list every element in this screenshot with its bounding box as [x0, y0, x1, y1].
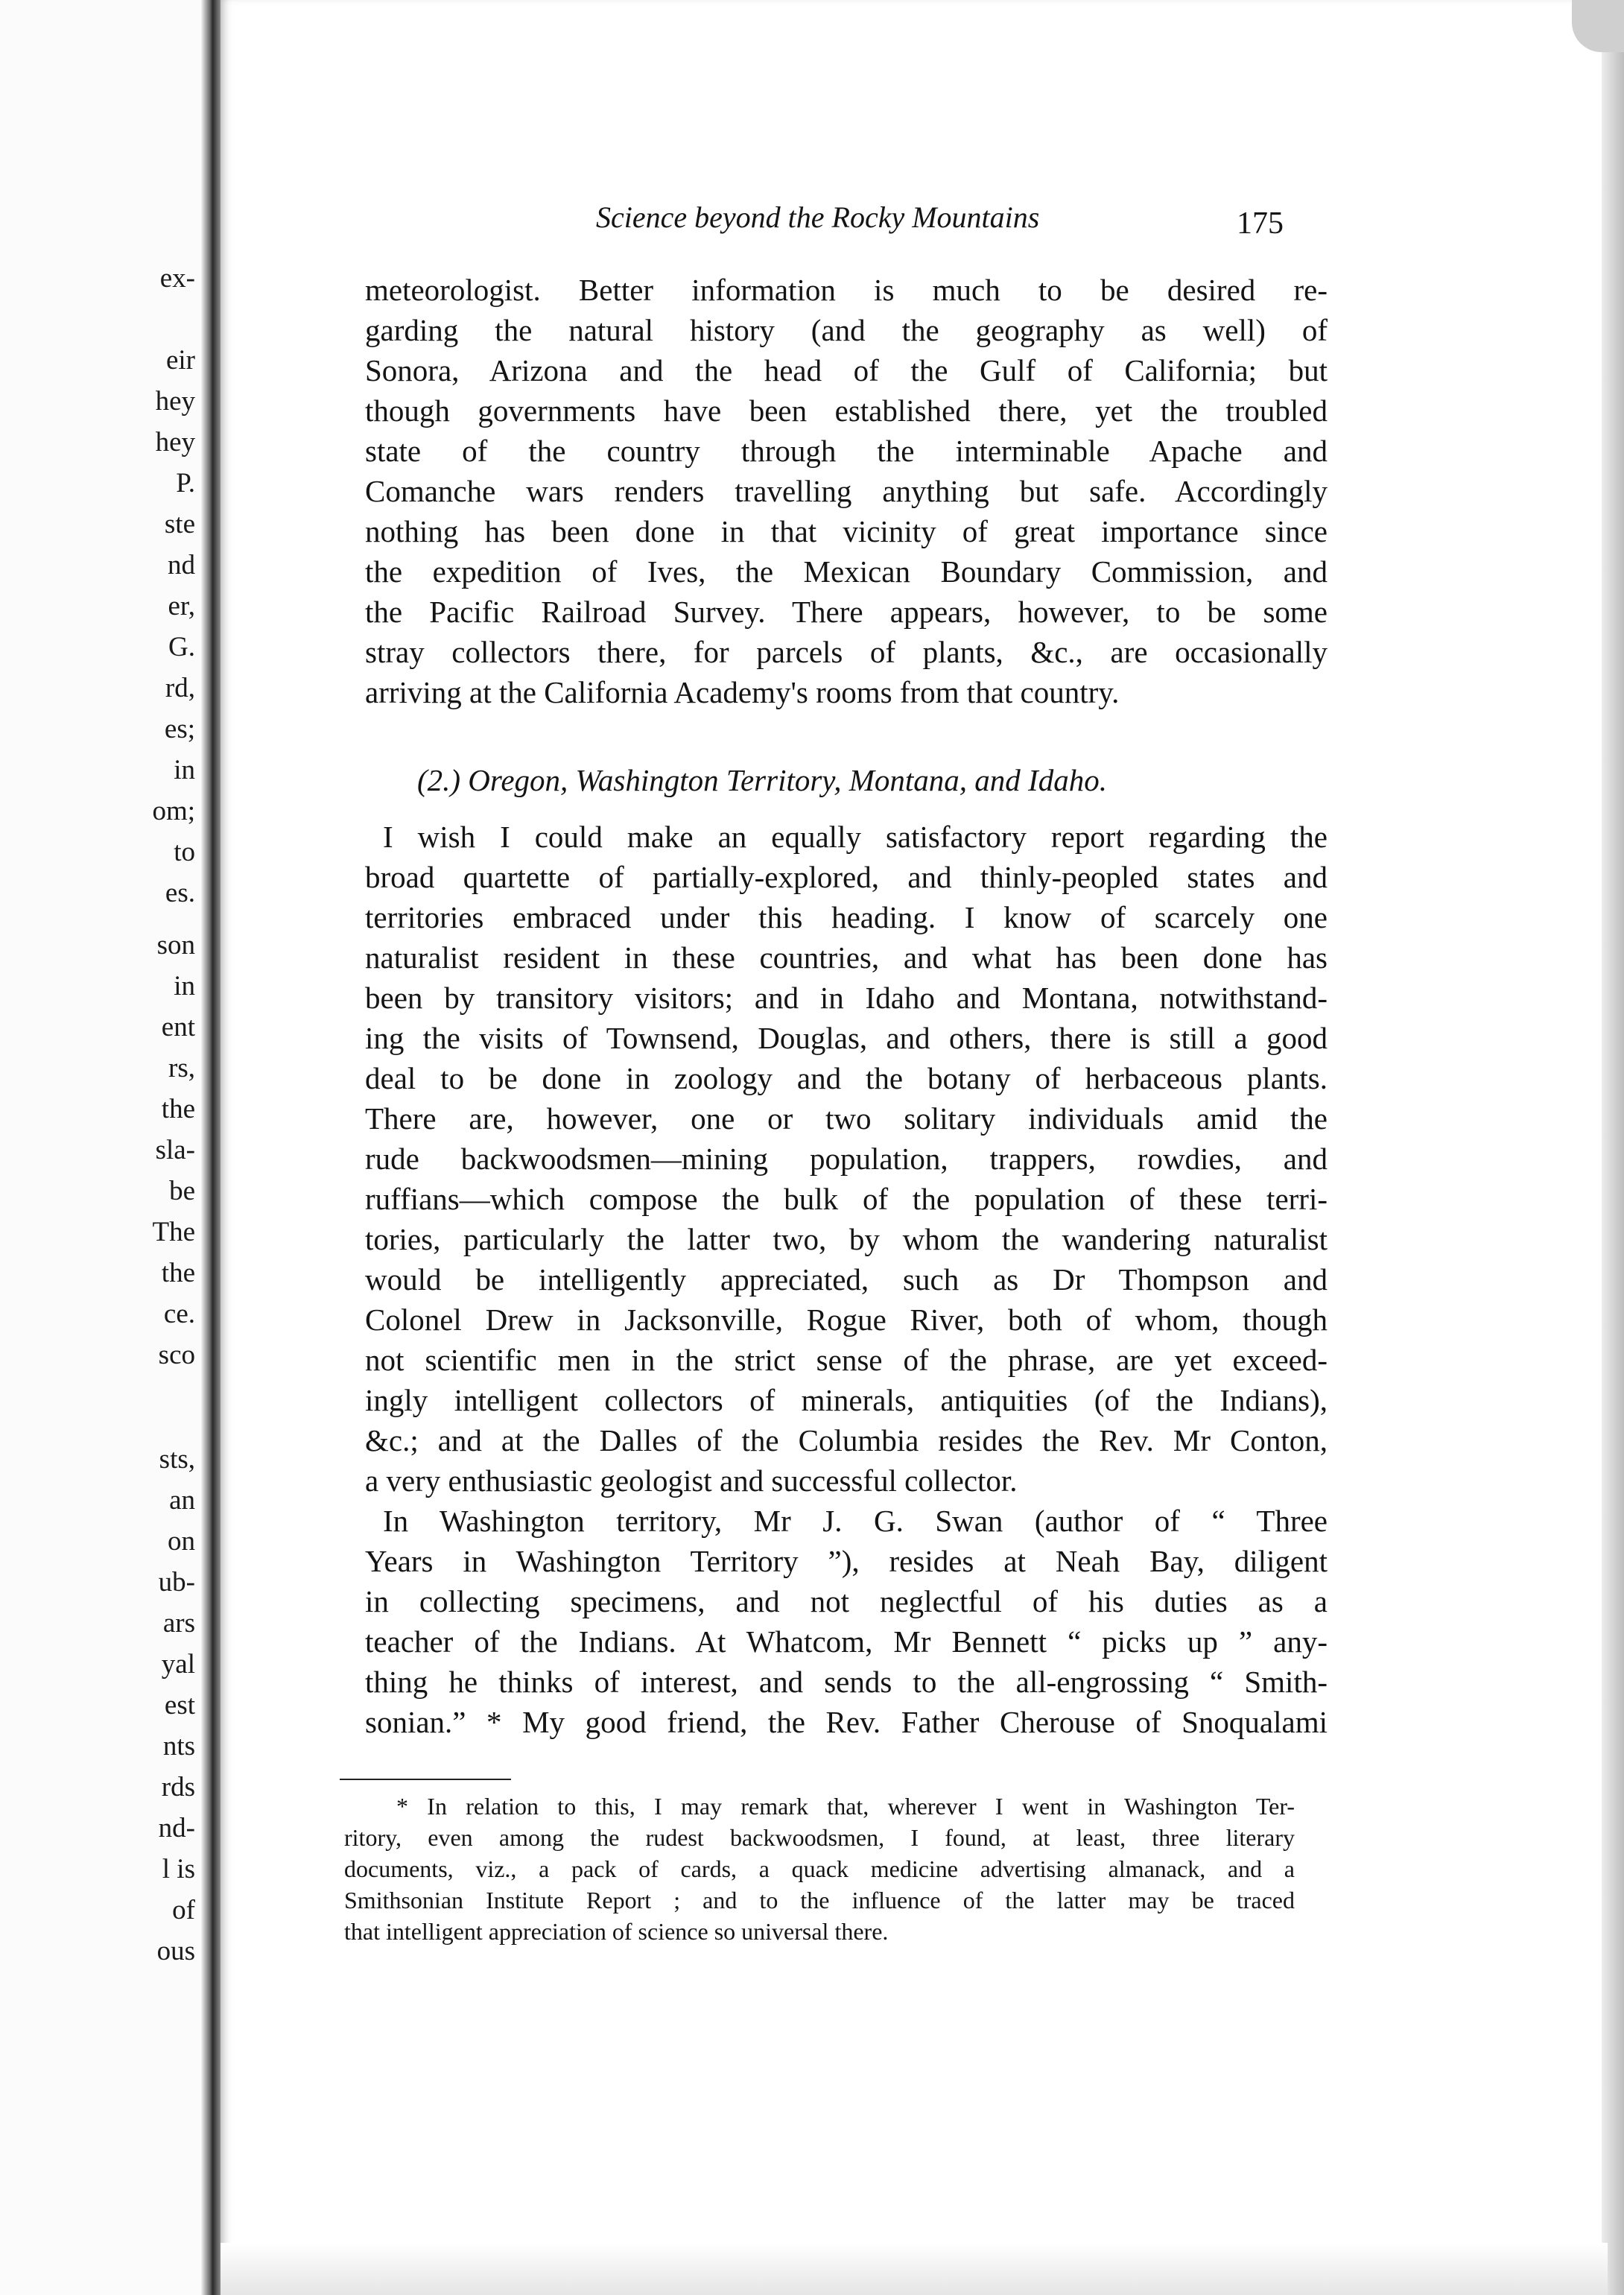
body-line: teacher of the Indians. At Whatcom, Mr Bennett “ picks up ” any- [365, 1624, 1328, 1659]
body-line: garding the natural history (and the geography as well) of [365, 313, 1328, 347]
body-line: Sonora, Arizona and the head of the Gulf of California; but [365, 353, 1328, 387]
facing-page-fragment: nts [162, 1731, 195, 1761]
running-head: Science beyond the Rocky Mountains [596, 200, 1040, 234]
section-heading: (2.) Oregon, Washington Territory, Montana, and Idaho. [417, 763, 1107, 797]
footnote-line: that intelligent appreciation of science so universal there. [344, 1918, 889, 1945]
body-line: deal to be done in zoology and the botany of herbaceous plants. [365, 1061, 1328, 1095]
facing-page-fragment: hey [155, 427, 195, 458]
facing-page-fragment: er, [168, 591, 195, 621]
body-line: ing the visits of Townsend, Douglas, and others, there is still a good [365, 1021, 1328, 1055]
body-line: rude backwoodsmen—mining population, trappers, rowdies, and [365, 1142, 1328, 1176]
facing-page-fragment: in [174, 971, 195, 1001]
facing-page-fragment: The [152, 1217, 195, 1247]
facing-page-fragment: sla- [155, 1135, 195, 1165]
body-line: the Pacific Railroad Survey. There appears, however, to be some [365, 595, 1328, 629]
body-line: not scientific men in the strict sense of the phrase, are yet exceed- [365, 1343, 1328, 1377]
facing-page-fragment: ex- [159, 263, 195, 294]
page-number: 175 [1237, 206, 1284, 241]
body-line: arriving at the California Academy's rooms from that country. [365, 675, 1120, 709]
body-line: though governments have been established there, yet the troubled [365, 393, 1328, 428]
facing-page-fragment: in [174, 755, 195, 785]
page-bottom-shade [221, 2243, 1608, 2295]
facing-page-fragment: on [168, 1526, 195, 1557]
footnote-line: * In relation to this, I may remark that, wherever I went in Washington Ter- [396, 1793, 1295, 1820]
body-line: a very enthusiastic geologist and successful collector. [365, 1463, 1018, 1498]
facing-page-fragment: G. [168, 632, 195, 662]
body-line: Colonel Drew in Jacksonville, Rogue River, both of whom, though [365, 1302, 1328, 1337]
body-line: &c.; and at the Dalles of the Columbia resides the Rev. Mr Conton, [365, 1423, 1328, 1457]
facing-page-fragment: ous [156, 1936, 195, 1966]
body-line: meteorologist. Better information is much to be desired re- [365, 273, 1328, 307]
facing-page-fragment: son [156, 930, 195, 960]
facing-page-fragment: to [174, 837, 195, 867]
facing-page [0, 0, 206, 2295]
page-edge [1602, 0, 1624, 2295]
facing-page-fragment: om; [152, 796, 195, 826]
body-line: I wish I could make an equally satisfactory report regarding the [383, 820, 1328, 854]
body-line: been by transitory visitors; and in Idaho and Montana, notwithstand- [365, 981, 1328, 1015]
facing-page-fragment: rds [161, 1772, 195, 1802]
facing-page-fragment: ent [161, 1012, 195, 1042]
facing-page-fragment: the [161, 1258, 195, 1288]
body-line: the expedition of Ives, the Mexican Boundary Commission, and [365, 554, 1328, 589]
footnote-line: Smithsonian Institute Report ; and to the influence of the latter may be traced [344, 1887, 1295, 1913]
facing-page-fragment: es. [165, 878, 195, 908]
facing-page-fragment: est [164, 1690, 195, 1721]
footnote-rule [340, 1779, 511, 1780]
facing-page-fragment: sts, [159, 1444, 195, 1475]
body-line: thing he thinks of interest, and sends to the all-engrossing “ Smith- [365, 1665, 1328, 1699]
facing-page-fragment: eir [165, 345, 195, 376]
body-line: stray collectors there, for parcels of plants, &c., are occasionally [365, 635, 1328, 669]
body-line: Years in Washington Territory ”), resides at Neah Bay, diligent [365, 1544, 1328, 1578]
facing-page-fragment: the [161, 1094, 195, 1124]
body-line: In Washington territory, Mr J. G. Swan (author of “ Three [383, 1504, 1328, 1538]
facing-page-fragment: rs, [168, 1053, 195, 1083]
facing-page-fragment: of [172, 1895, 195, 1925]
body-line: broad quartette of partially-explored, and thinly-peopled states and [365, 860, 1328, 894]
facing-page-fragment: be [169, 1176, 195, 1206]
facing-page-fragment: ce. [163, 1299, 195, 1329]
body-line: territories embraced under this heading. I know of scarcely one [365, 900, 1328, 934]
body-line: There are, however, one or two solitary individuals amid the [365, 1101, 1328, 1136]
body-line: in collecting specimens, and not neglectful of his duties as a [365, 1584, 1328, 1618]
facing-page-fragment: es; [164, 714, 195, 744]
facing-page-fragment: hey [155, 386, 195, 417]
facing-page-fragment: rd, [165, 673, 195, 703]
body-line: nothing has been done in that vicinity of great importance since [365, 514, 1328, 548]
body-line: would be intelligently appreciated, such as Dr Thompson and [365, 1262, 1328, 1297]
facing-page-fragment: ars [162, 1608, 195, 1639]
facing-page-fragment: nd [168, 550, 195, 580]
book-gutter [201, 0, 221, 2295]
body-line: state of the country through the interminable Apache and [365, 434, 1328, 468]
body-line: Comanche wars renders travelling anything but safe. Accordingly [365, 474, 1328, 508]
body-line: ingly intelligent collectors of minerals, antiquities (of the Indians), [365, 1383, 1328, 1417]
footnote-line: documents, viz., a pack of cards, a quack medicine advertising almanack, and a [344, 1855, 1295, 1882]
body-line: naturalist resident in these countries, and what has been done has [365, 940, 1328, 975]
facing-page-fragment: an [169, 1485, 195, 1516]
footnote-line: ritory, even among the rudest backwoodsmen, I found, at least, three literary [344, 1824, 1295, 1851]
facing-page-fragment: ste [164, 509, 195, 539]
facing-page-fragment: P. [176, 468, 195, 498]
body-line: ruffians—which compose the bulk of the population of these terri- [365, 1182, 1328, 1216]
body-line: sonian.” * My good friend, the Rev. Father Cherouse of Snoqualami [365, 1705, 1328, 1739]
facing-page-fragment: nd- [158, 1813, 195, 1843]
facing-page-fragment: sco [158, 1340, 195, 1370]
facing-page-fragment: l is [162, 1854, 195, 1884]
facing-page-fragment: ub- [158, 1567, 195, 1598]
facing-page-fragment: yal [161, 1649, 195, 1680]
body-line: tories, particularly the latter two, by whom the wandering naturalist [365, 1222, 1328, 1256]
